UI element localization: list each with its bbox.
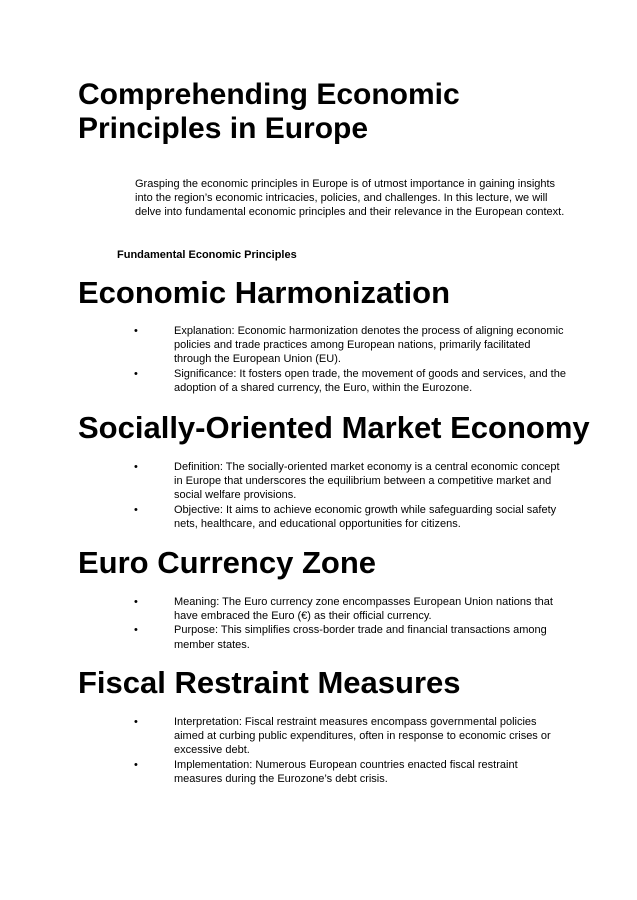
bullet-icon: • (134, 461, 138, 473)
bullet-icon: • (134, 367, 138, 380)
list-item (0, 324, 566, 367)
bullet-icon: • (134, 624, 138, 637)
list-item-text: Interpretation: Fiscal restraint measures encompass governmental policies aimed at curbing public expenditures, often in response to economic crises or excessive debt. (174, 716, 551, 757)
list-item (0, 367, 566, 395)
intro-paragraph: Grasping the economic principles in Europe is of utmost importance in gaining insights into the region’s economic intricacies, policies, and challenges. In this lecture, we will delve into fundamental economic principles and their relevance in the European context. (135, 178, 565, 219)
bullet-icon: • (134, 325, 138, 337)
section-bullet-list (0, 595, 637, 652)
list-item-text: Purpose: This simplifies cross-border trade and financial transactions among member states. (174, 624, 547, 651)
bullet-icon: • (134, 716, 138, 728)
list-item (0, 503, 566, 531)
section-bullet-list (0, 324, 637, 395)
list-item-text: Implementation: Numerous European countries enacted fiscal restraint measures during the Eurozone’s debt crisis. (174, 758, 518, 785)
list-item (0, 758, 566, 786)
list-item-text: Meaning: The Euro currency zone encompasses European Union nations that have embraced the Euro (€) as their official currency. (174, 596, 553, 623)
section-title-socially-oriented-market-economy: Socially-Oriented Market Economy (78, 410, 590, 445)
bullet-icon: • (134, 596, 138, 608)
section-title-economic-harmonization: Economic Harmonization (78, 275, 451, 310)
list-item (0, 623, 566, 651)
bullet-icon: • (134, 758, 138, 771)
list-item (0, 595, 566, 623)
section-bullet-list (0, 460, 637, 531)
list-item (0, 460, 566, 503)
list-item-text: Definition: The socially-oriented market economy is a central economic concept in Europe that underscores the equilibrium between a competitive market and social welfare provisions. (174, 461, 560, 502)
section-title-fiscal-restraint-measures: Fiscal Restraint Measures (78, 665, 461, 700)
list-item (0, 715, 566, 758)
section-bullet-list (0, 715, 637, 786)
subheading: Fundamental Economic Principles (117, 249, 297, 261)
list-item-text: Objective: It aims to achieve economic growth while safeguarding social safety nets, healthcare, and educational opportunities for citizens. (174, 503, 557, 530)
list-item-text: Explanation: Economic harmonization denotes the process of aligning economic policies and trade practices among European nations, primarily facilitated through the European Union (EU). (174, 325, 564, 366)
list-item-text: Significance: It fosters open trade, the movement of goods and services, and the adoption of a shared currency, the Euro, within the Eurozone. (174, 367, 566, 394)
bullet-icon: • (134, 503, 138, 516)
section-title-euro-currency-zone: Euro Currency Zone (78, 545, 376, 580)
page-title: Comprehending Economic Principles in Europe (78, 78, 460, 145)
